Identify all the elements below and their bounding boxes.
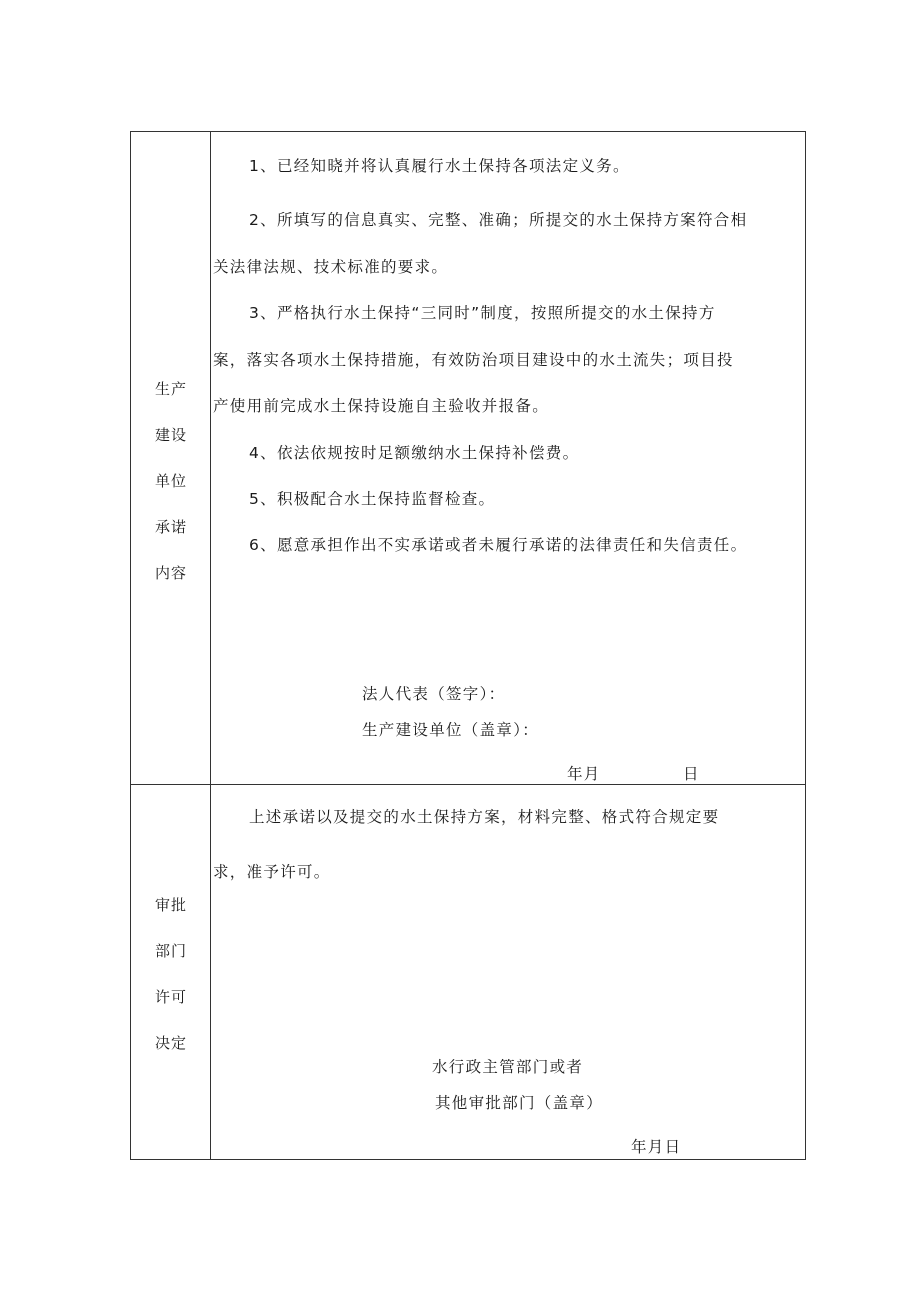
- commitment-label-cell: [131, 132, 211, 784]
- approval-label-cell: [131, 785, 211, 1159]
- commitment-item-3: 3、严格执行水土保持“三同时”制度，按照所提交的水土保持方: [249, 304, 716, 322]
- commitment-content-cell: [211, 132, 805, 784]
- commitment-item-2: 2、所填写的信息真实、完整、准确；所提交的水土保持方案符合相: [249, 211, 748, 229]
- commitment-label-line: 内容: [154, 564, 187, 582]
- commitment-label-line: 生产: [154, 380, 187, 398]
- approval-decision-text-cont: 求，准予许可。: [213, 863, 331, 881]
- approval-label-line: 部门: [154, 942, 187, 960]
- commitment-item-6: 6、愿意承担作出不实承诺或者未履行承诺的法律责任和失信责任。: [249, 536, 748, 554]
- commitment-item-3-cont: 产使用前完成水土保持设施自主验收并报备。: [213, 397, 550, 415]
- approval-label-line: 审批: [154, 896, 187, 914]
- approval-decision-text: 上述承诺以及提交的水土保持方案，材料完整、格式符合规定要: [249, 808, 720, 826]
- commitment-item-1: 1、已经知晓并将认真履行水土保持各项法定义务。: [249, 157, 630, 175]
- approval-authority-seal-label: 其他审批部门（盖章）: [435, 1094, 604, 1112]
- commitment-date-year-month: 年月: [567, 765, 601, 783]
- approval-authority-line-1: 水行政主管部门或者: [432, 1058, 584, 1076]
- approval-label: [131, 882, 211, 1066]
- commitment-item-3-cont: 案，落实各项水土保持措施，有效防治项目建设中的水土流失；项目投: [213, 351, 734, 369]
- commitment-row: [131, 132, 805, 785]
- commitment-label-line: 单位: [154, 472, 187, 490]
- commitment-label: [131, 366, 211, 596]
- commitment-item-2-cont: 关法律法规、技术标准的要求。: [213, 258, 449, 276]
- approval-row: [131, 785, 805, 1159]
- legal-representative-signature-label: 法人代表（签字）：: [362, 685, 506, 703]
- approval-label-line: 决定: [154, 1034, 187, 1052]
- commitment-approval-form: [130, 131, 806, 1160]
- commitment-item-4: 4、依法依规按时足额缴纳水土保持补偿费。: [249, 444, 580, 462]
- commitment-item-5: 5、积极配合水土保持监督检查。: [249, 490, 496, 508]
- commitment-label-line: 承诺: [154, 518, 187, 536]
- unit-seal-label: 生产建设单位（盖章）：: [362, 721, 540, 739]
- commitment-label-line: 建设: [154, 426, 187, 444]
- commitment-date-day: 日: [683, 765, 700, 783]
- approval-label-line: 许可: [154, 988, 187, 1006]
- approval-date: 年月日: [631, 1138, 682, 1156]
- approval-content-cell: [211, 785, 805, 1159]
